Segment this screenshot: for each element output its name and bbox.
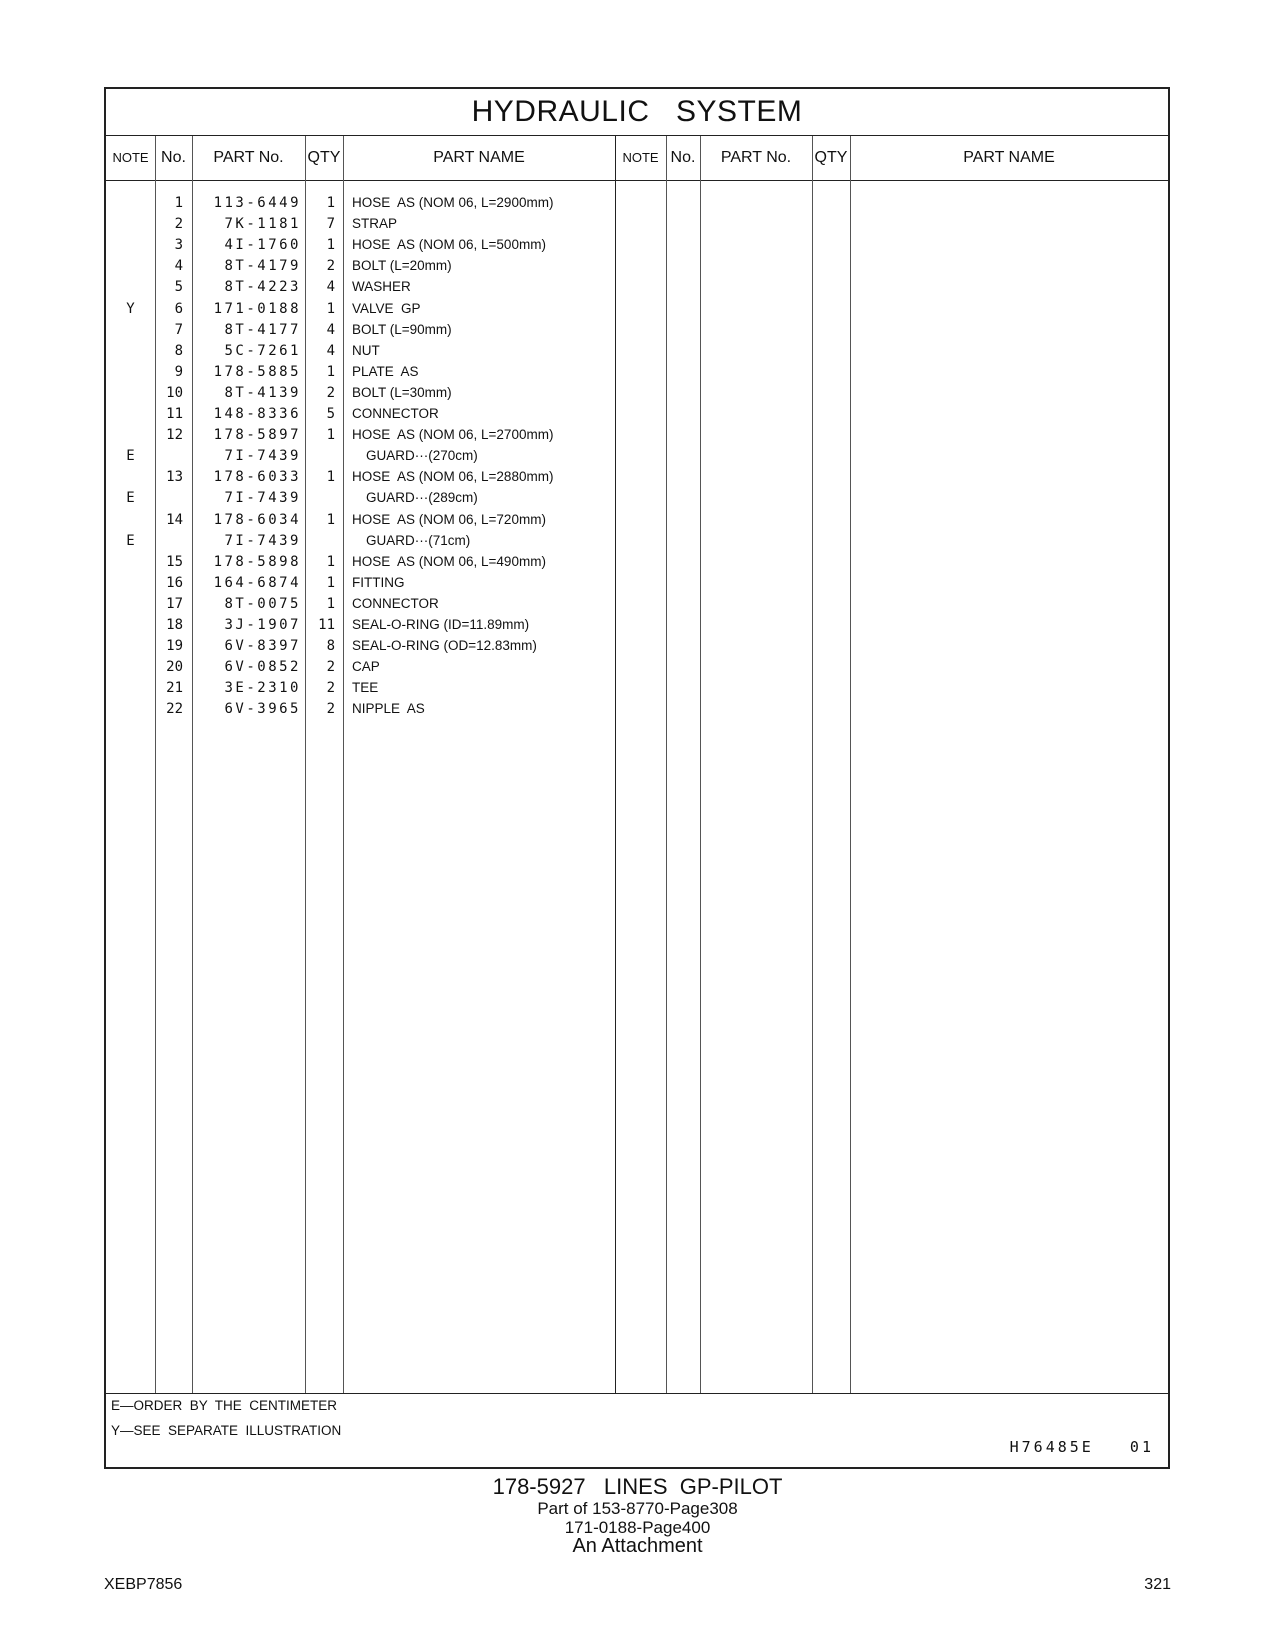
row-item-number: 16 — [166, 574, 183, 591]
table-row — [106, 234, 1168, 256]
group-reference-1: Part of 153-8770-Page308 — [537, 1499, 738, 1518]
row-quantity: 2 — [326, 680, 335, 697]
header-part-name-right: PART NAME — [963, 149, 1055, 166]
table-row — [106, 361, 1168, 383]
row-part-name: HOSE AS (NOM 06, L=2880mm) — [352, 469, 554, 485]
header-qty-right: QTY — [814, 149, 848, 166]
header-part-no-left: PART No. — [213, 149, 284, 166]
legend-e: E—ORDER BY THE CENTIMETER — [111, 1398, 338, 1413]
header-part-name-left: PART NAME — [433, 149, 525, 166]
row-part-number: 178-6034 — [213, 511, 301, 528]
row-part-name: HOSE AS (NOM 06, L=490mm) — [352, 553, 546, 569]
row-part-name: VALVE GP — [352, 300, 421, 316]
row-part-number: 178-5898 — [213, 553, 301, 570]
table-footer — [106, 1393, 1168, 1470]
table-row — [106, 255, 1168, 277]
row-part-name: WASHER — [352, 279, 411, 295]
row-item-number: 5 — [174, 279, 183, 296]
row-part-number: 178-5885 — [213, 363, 301, 380]
row-part-number: 7I-7439 — [224, 448, 301, 465]
row-part-name: CAP — [352, 659, 380, 675]
row-item-number: 8 — [174, 342, 183, 359]
row-part-number: 164-6874 — [213, 574, 301, 591]
table-row — [106, 340, 1168, 362]
illustration-code: H76485E 01 — [1009, 1438, 1154, 1456]
row-part-name: NUT — [352, 342, 380, 358]
row-item-number: 6 — [174, 300, 183, 317]
table-row — [106, 656, 1168, 678]
group-title: 178-5927 LINES GP-PILOT — [492, 1474, 783, 1499]
row-quantity: 1 — [326, 300, 335, 317]
legend-y: Y—SEE SEPARATE ILLUSTRATION — [111, 1423, 342, 1438]
row-quantity: 1 — [326, 574, 335, 591]
table-row — [106, 530, 1168, 552]
row-part-number: 171-0188 — [213, 300, 301, 317]
row-quantity: 1 — [326, 427, 335, 444]
table-row — [106, 466, 1168, 488]
table-row — [106, 192, 1168, 214]
row-part-name: GUARD···(71cm) — [366, 532, 471, 548]
row-quantity: 1 — [326, 511, 335, 528]
table-row — [106, 424, 1168, 446]
header-note-left: NOTE — [112, 150, 149, 165]
header-note-right: NOTE — [622, 150, 659, 165]
row-quantity: 5 — [326, 406, 335, 422]
row-part-number: 3J-1907 — [224, 617, 301, 633]
row-part-name: BOLT (L=30mm) — [352, 384, 452, 400]
row-quantity: 2 — [326, 258, 335, 275]
row-quantity: 4 — [326, 279, 335, 296]
row-item-number: 15 — [166, 553, 183, 570]
row-quantity: 1 — [326, 595, 335, 612]
row-part-name: HOSE AS (NOM 06, L=720mm) — [352, 511, 546, 527]
row-part-number: 6V-8397 — [224, 638, 301, 655]
group-reference-2: 171-0188-Page400 — [564, 1518, 711, 1537]
row-quantity: 2 — [326, 384, 335, 401]
parts-table-body — [106, 181, 1168, 1393]
row-quantity: 7 — [326, 216, 335, 233]
table-row — [106, 487, 1168, 509]
row-part-name: SEAL-O-RING (ID=11.89mm) — [352, 617, 530, 632]
row-part-number: 148-8336 — [213, 406, 301, 422]
table-row — [106, 698, 1168, 720]
row-part-name: HOSE AS (NOM 06, L=2900mm) — [352, 195, 554, 210]
row-item-number: 18 — [166, 617, 183, 633]
row-part-number: 8T-4179 — [224, 258, 301, 275]
row-part-number: 7I-7439 — [224, 532, 301, 549]
row-item-number: 17 — [166, 595, 183, 612]
row-quantity: 1 — [326, 195, 335, 211]
row-part-name: GUARD···(289cm) — [366, 490, 478, 506]
row-quantity: 11 — [318, 617, 335, 633]
row-part-number: 8T-0075 — [224, 595, 301, 612]
header-no-right: No. — [670, 149, 696, 166]
table-row — [106, 382, 1168, 404]
row-note: Y — [126, 300, 135, 317]
row-part-number: 178-6033 — [213, 469, 301, 486]
row-quantity: 2 — [326, 701, 335, 718]
row-part-name: GUARD···(270cm) — [366, 448, 478, 464]
row-note: E — [126, 490, 135, 507]
row-item-number: 7 — [174, 321, 183, 338]
row-part-number: 8T-4223 — [224, 279, 301, 296]
row-quantity: 2 — [326, 659, 335, 676]
table-row — [106, 298, 1168, 320]
row-item-number: 1 — [174, 195, 183, 211]
table-row — [106, 276, 1168, 298]
group-type: An Attachment — [572, 1535, 703, 1557]
row-item-number: 13 — [166, 469, 183, 486]
row-part-name: CONNECTOR — [352, 595, 439, 611]
row-item-number: 19 — [166, 638, 183, 655]
document-id: XEBP7856 — [104, 1576, 183, 1593]
row-part-name: STRAP — [352, 216, 398, 232]
row-part-name: HOSE AS (NOM 06, L=500mm) — [352, 237, 546, 253]
table-row — [106, 593, 1168, 615]
row-part-number: 4I-1760 — [224, 237, 301, 254]
row-part-number: 6V-0852 — [224, 659, 301, 676]
row-part-number: 3E-2310 — [224, 680, 301, 697]
row-part-number: 7I-7439 — [224, 490, 301, 507]
table-row — [106, 213, 1168, 235]
row-part-number: 5C-7261 — [224, 342, 301, 359]
table-row — [106, 403, 1168, 425]
row-item-number: 20 — [166, 659, 183, 676]
table-row — [106, 635, 1168, 657]
table-row — [106, 614, 1168, 636]
table-row — [106, 551, 1168, 573]
row-item-number: 4 — [174, 258, 183, 275]
table-row — [106, 677, 1168, 699]
row-part-number: 178-5897 — [213, 427, 301, 444]
row-note: E — [126, 532, 135, 549]
row-part-name: BOLT (L=90mm) — [352, 321, 452, 337]
row-item-number: 22 — [166, 701, 183, 718]
row-part-number: 6V-3965 — [224, 701, 301, 718]
row-part-number: 8T-4139 — [224, 384, 301, 401]
row-item-number: 9 — [174, 363, 183, 380]
row-part-name: BOLT (L=20mm) — [352, 258, 452, 274]
row-item-number: 12 — [166, 427, 183, 444]
row-quantity: 1 — [326, 553, 335, 570]
header-part-no-right: PART No. — [720, 149, 792, 166]
row-part-name: CONNECTOR — [352, 406, 439, 421]
page-title: HYDRAULIC SYSTEM — [106, 89, 1168, 136]
row-part-name: SEAL-O-RING (OD=12.83mm) — [352, 638, 537, 654]
row-item-number: 21 — [166, 680, 183, 697]
parts-list-sheet — [104, 87, 1170, 1469]
table-row — [106, 445, 1168, 467]
row-item-number: 2 — [174, 216, 183, 233]
row-part-number: 8T-4177 — [224, 321, 301, 338]
row-quantity: 8 — [326, 638, 335, 655]
row-item-number: 14 — [166, 511, 183, 528]
table-header — [106, 136, 1168, 181]
row-note: E — [126, 448, 135, 465]
row-quantity: 1 — [326, 237, 335, 254]
page-number: 321 — [1144, 1576, 1171, 1593]
row-part-name: FITTING — [352, 574, 405, 590]
row-part-name: HOSE AS (NOM 06, L=2700mm) — [352, 427, 554, 443]
row-quantity: 1 — [326, 469, 335, 486]
row-part-number: 113-6449 — [213, 195, 301, 211]
row-item-number: 3 — [174, 237, 183, 254]
row-item-number: 11 — [166, 406, 183, 422]
row-part-number: 7K-1181 — [224, 216, 301, 233]
row-quantity: 4 — [326, 321, 335, 338]
table-row — [106, 572, 1168, 594]
table-row — [106, 319, 1168, 341]
header-no-left: No. — [161, 149, 186, 166]
header-qty-left: QTY — [307, 149, 341, 166]
row-quantity: 4 — [326, 342, 335, 359]
row-part-name: TEE — [352, 680, 379, 696]
row-part-name: PLATE AS — [352, 363, 419, 379]
row-item-number: 10 — [166, 384, 183, 401]
table-row — [106, 509, 1168, 531]
row-part-name: NIPPLE AS — [352, 701, 425, 717]
row-quantity: 1 — [326, 363, 335, 380]
